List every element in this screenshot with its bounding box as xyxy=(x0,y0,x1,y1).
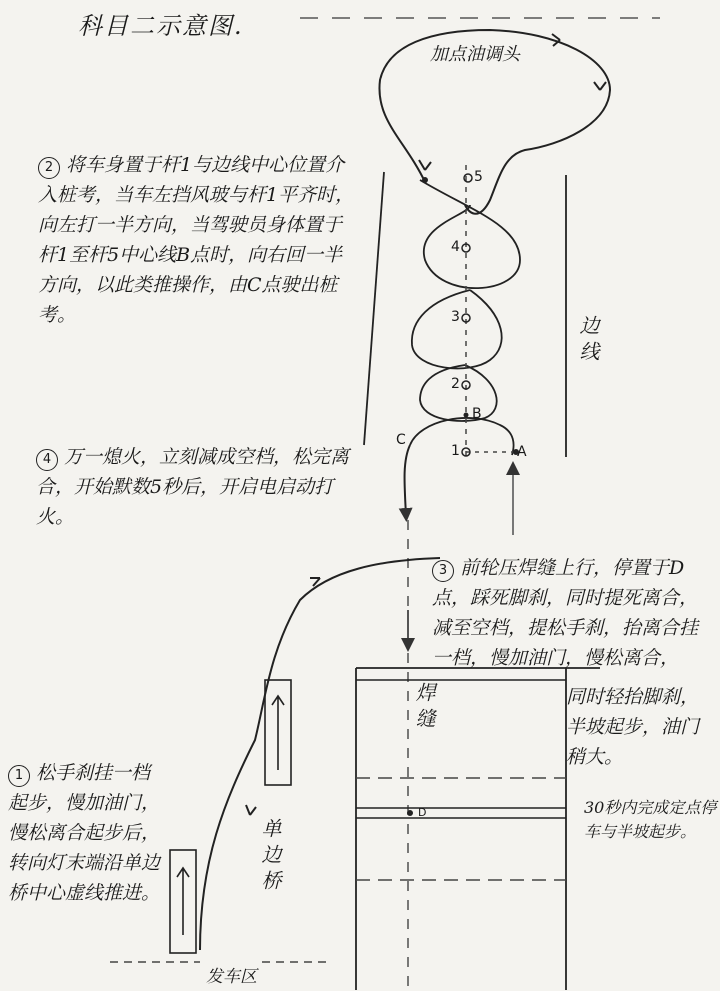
note-1-marker: 1 xyxy=(8,765,30,787)
note-4 xyxy=(36,442,366,532)
note-3 xyxy=(432,553,716,673)
note-2-text: 将车身置于杆1与边线中心位置介入桩考，当车左挡风玻与杆1平齐时，向左打一半方向，当驾驶员身体置于杆1至杆5中心线B点时，向右回一半方向，以此类推操作，由C点驶出桩考。 xyxy=(38,154,355,326)
lobe-2 xyxy=(420,365,497,421)
note-4-marker: 4 xyxy=(36,449,58,471)
point-b-dot xyxy=(464,413,469,418)
note-30-seconds: 30秒内完成定点停车与半坡起步。 xyxy=(584,798,717,841)
left-boundary-line xyxy=(364,172,384,445)
note-3-text: 前轮压焊缝上行，停置于D点，踩死脚刹，同时提死离合，减至空档，提松手刹，抬离合挂一档，慢加油门，慢松离合， xyxy=(432,557,699,669)
note-3-continued: 同时轻抬脚刹，半坡起步，油门稍大。 xyxy=(566,686,700,768)
single-bridge-label: 单边桥 xyxy=(258,818,282,896)
edge-line-label: 边线 xyxy=(576,315,600,367)
drive-path xyxy=(200,558,440,950)
u-turn-entry-dot xyxy=(422,177,428,183)
note-2 xyxy=(38,150,358,330)
note-3-marker: 3 xyxy=(432,560,454,582)
pole-1-label: 1 xyxy=(451,443,460,459)
pole-2-label: 2 xyxy=(451,376,460,392)
point-d-dot xyxy=(407,810,413,816)
note-1-text: 松手刹挂一档起步，慢加油门，慢松离合起步后，转向灯末端沿单边桥中心虚线推进。 xyxy=(8,762,161,904)
point-b-label: B xyxy=(472,406,482,422)
note-2-marker: 2 xyxy=(38,157,60,179)
u-turn-arrow-right xyxy=(594,82,606,90)
lobe-4 xyxy=(420,180,520,288)
bridge-lane-lower-arrow xyxy=(177,868,189,935)
lobe-1 xyxy=(410,418,514,455)
point-a-label: A xyxy=(517,444,527,460)
point-d-label: D xyxy=(418,806,427,819)
u-turn-label: 加点油调头 xyxy=(430,44,520,65)
note-1 xyxy=(8,758,168,908)
start-area-label: 发车区 xyxy=(206,967,257,987)
point-c-label: C xyxy=(396,432,406,448)
pole-3-label: 3 xyxy=(451,309,460,325)
bridge-lane-upper-arrow xyxy=(272,696,284,770)
exit-c-arrow xyxy=(405,445,410,515)
weld-seam-label: 焊缝 xyxy=(412,682,436,734)
pole-4-label: 4 xyxy=(451,239,460,255)
pole-5 xyxy=(464,174,472,182)
note-4-text: 万一熄火，立刻减成空档，松完离合，开始默数5秒后，开启电启动打火。 xyxy=(36,446,350,528)
diagram-title: 科目二示意图. xyxy=(78,12,244,40)
u-turn-arrow-left xyxy=(419,160,431,170)
drive-arrow-1 xyxy=(246,805,256,815)
lobe-3 xyxy=(412,290,502,368)
pole-5-label: 5 xyxy=(474,169,483,185)
